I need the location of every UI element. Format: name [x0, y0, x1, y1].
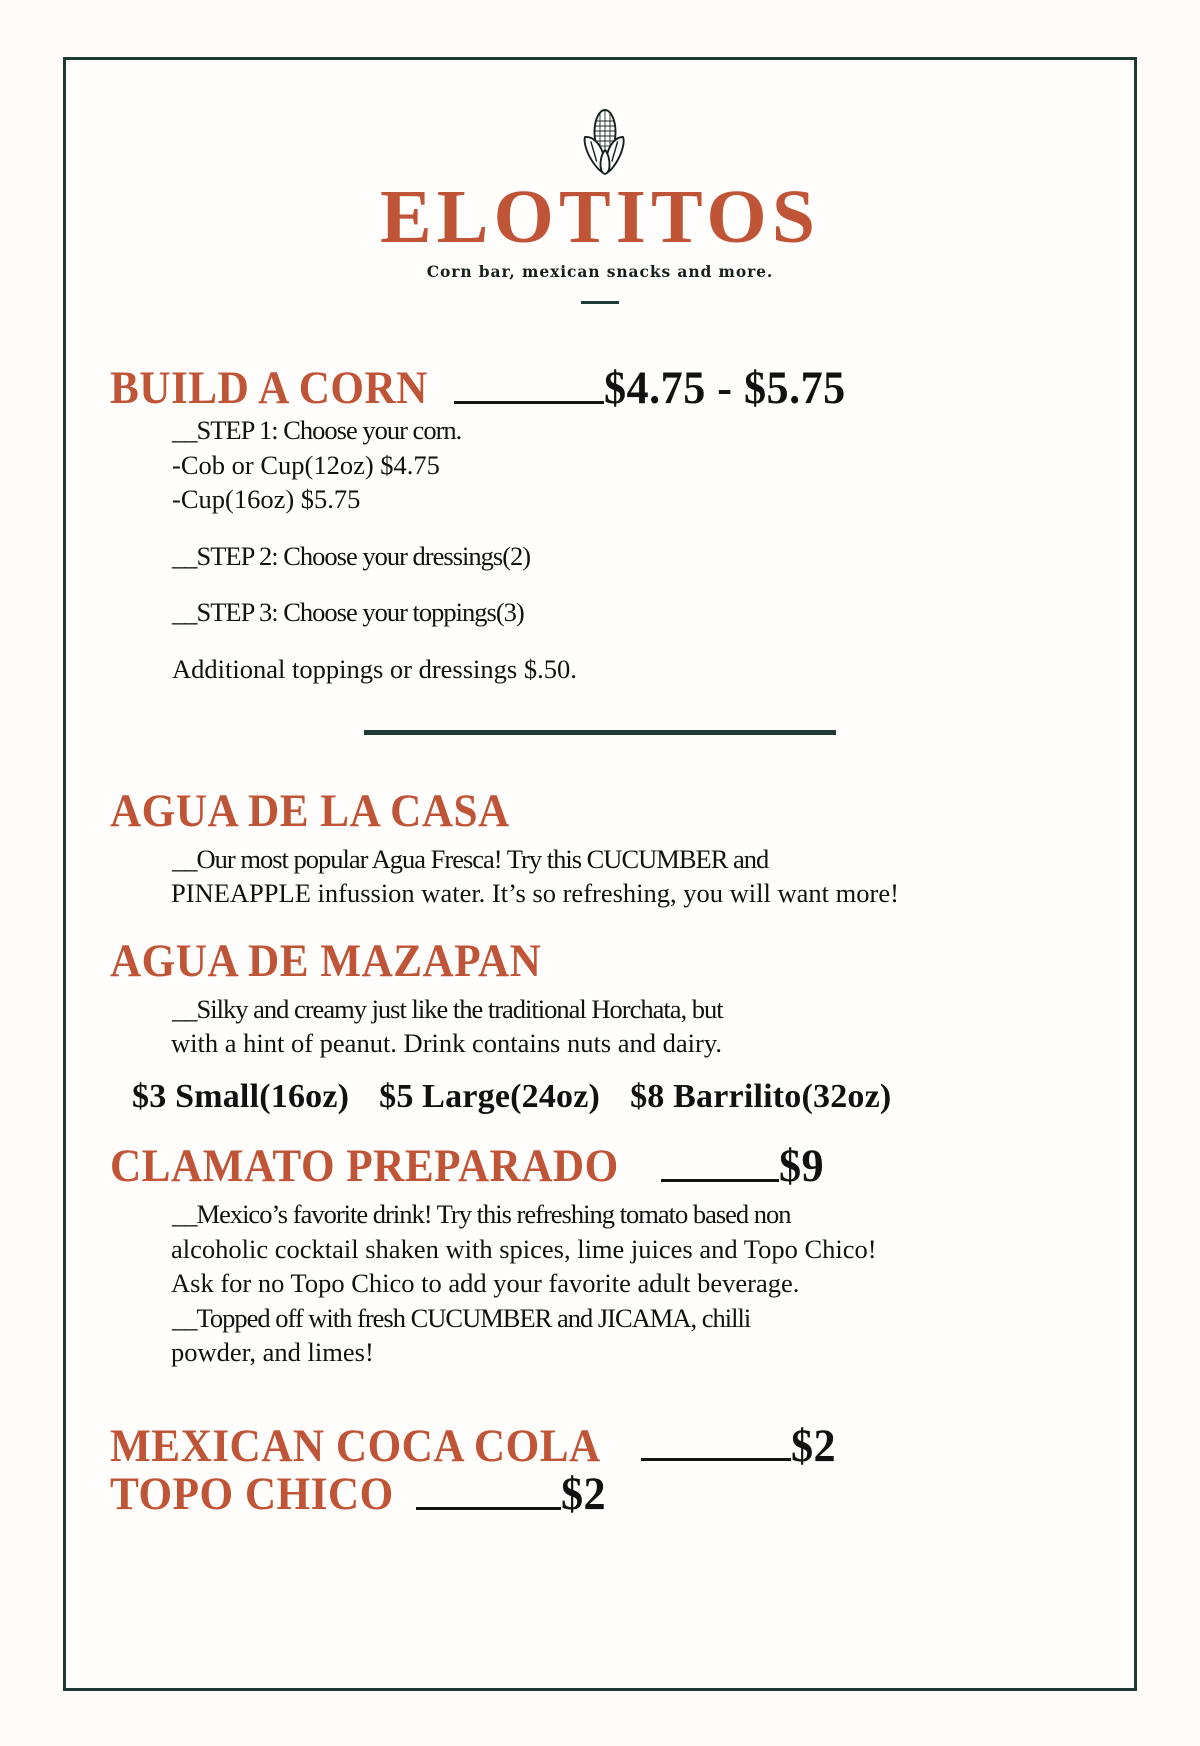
mazapan-price-large: $5 Large(24oz) — [379, 1078, 601, 1116]
clamato-preparado-title: CLAMATO PREPARADO — [110, 1140, 619, 1193]
leader-line — [454, 401, 604, 404]
brand-tagline: Corn bar, mexican snacks and more. — [426, 262, 774, 282]
build-a-corn-note: Additional toppings or dressings $.50. — [172, 653, 577, 684]
corn-icon — [573, 106, 627, 178]
topo-chico-title: TOPO CHICO — [110, 1468, 394, 1521]
build-a-corn-step1-option-1: -Cob or Cup(12oz) $4.75 — [172, 449, 440, 480]
section-build-a-corn — [110, 364, 1090, 686]
agua-de-mazapan-title: AGUA DE MAZAPAN — [110, 934, 542, 987]
section-topo-chico — [110, 1470, 1090, 1519]
leader-line — [641, 1458, 791, 1461]
clamato-preparado-body — [172, 1197, 1090, 1369]
leader-line — [661, 1179, 779, 1182]
topo-chico-heading-row — [110, 1470, 1090, 1519]
agua-de-la-casa-desc-line-2: PINEAPPLE infussion water. It’s so refreshing, you will want more! — [171, 878, 899, 909]
mazapan-price-barrilito: $8 Barrilito(32oz) — [630, 1078, 892, 1116]
build-a-corn-body — [172, 413, 1090, 686]
agua-de-mazapan-heading-row — [110, 934, 1090, 987]
clamato-desc-line-3: Ask for no Topo Chico to add your favorite adult beverage. — [171, 1268, 800, 1299]
section-clamato-preparado — [110, 1142, 1090, 1369]
agua-de-la-casa-title: AGUA DE LA CASA — [110, 784, 510, 837]
topo-chico-price: $2 — [561, 1468, 607, 1521]
agua-de-la-casa-heading-row — [110, 784, 1090, 837]
mexican-coca-cola-title: MEXICAN COCA COLA — [110, 1419, 601, 1472]
section-agua-de-la-casa — [110, 784, 1090, 911]
brand-header — [110, 98, 1090, 304]
mazapan-price-small: $3 Small(16oz) — [132, 1078, 350, 1116]
agua-de-mazapan-price-row — [132, 1078, 1090, 1116]
build-a-corn-title: BUILD A CORN — [110, 362, 428, 415]
clamato-desc-line-4: __Topped off with fresh CUCUMBER and JICAMA, chilli — [172, 1302, 751, 1333]
agua-de-la-casa-body — [172, 842, 1090, 911]
clamato-desc-line-2: alcoholic cocktail shaken with spices, lime juices and Topo Chico! — [171, 1233, 877, 1264]
build-a-corn-heading-row — [110, 364, 1090, 413]
build-a-corn-step1-option-2: -Cup(16oz) $5.75 — [172, 484, 361, 515]
mexican-coca-cola-heading-row — [110, 1419, 1090, 1472]
agua-de-mazapan-desc-line-1: __Silky and creamy just like the traditional Horchata, but — [172, 993, 723, 1024]
clamato-desc-line-5: powder, and limes! — [171, 1337, 374, 1368]
clamato-desc-line-1: __Mexico’s favorite drink! Try this refreshing tomato based non — [172, 1199, 791, 1230]
clamato-preparado-price: $9 — [778, 1140, 825, 1193]
mexican-coca-cola-price: $2 — [791, 1419, 837, 1472]
brand-title: ELOTITOS — [379, 175, 821, 259]
leader-line — [416, 1507, 561, 1510]
build-a-corn-step3: __STEP 3: Choose your toppings(3) — [172, 597, 524, 628]
agua-de-mazapan-desc-line-2: with a hint of peanut. Drink contains nuts and dairy. — [171, 1028, 722, 1059]
menu-frame — [63, 57, 1137, 1691]
agua-de-mazapan-body — [172, 992, 1090, 1061]
section-agua-de-mazapan — [110, 934, 1090, 1117]
clamato-preparado-heading-row — [110, 1142, 1090, 1191]
build-a-corn-price: $4.75 - $5.75 — [603, 362, 846, 415]
agua-de-la-casa-desc-line-1: __Our most popular Agua Fresca! Try this CUCUMBER and — [172, 843, 769, 874]
build-a-corn-step1: __STEP 1: Choose your corn. — [172, 415, 462, 446]
build-a-corn-step2: __STEP 2: Choose your dressings(2) — [172, 540, 531, 571]
section-mexican-coca-cola — [110, 1419, 1090, 1472]
